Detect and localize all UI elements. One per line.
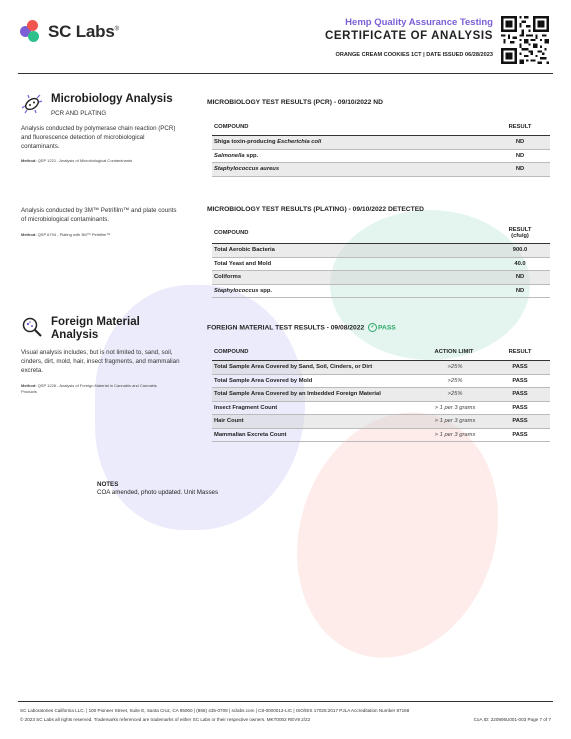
sc-labs-logo (20, 20, 119, 44)
col-result: RESULT (490, 343, 550, 361)
brand-name: SC Labs® (48, 22, 119, 41)
col-result: RESULT (cfu/g) (490, 223, 550, 244)
pcr-table-title: MICROBIOLOGY TEST RESULTS (PCR) - 09/10/2022 ND (207, 99, 383, 106)
pcr-method: Method: QSP 1221 - Analysis of Microbiological Contaminants (21, 158, 133, 163)
bacteria-icon (21, 93, 43, 115)
logo-mark-icon (20, 20, 44, 44)
footer-line-1: SC Laboratories California LLC. | 100 Pioneer Street, Suite E, Santa Cruz, CA 95060 | (866) 435-0709 | sclabs.com | C8-0000013-LIC | ISO/IES 17025:2017 PJLA Accreditation Number 87168 (20, 708, 410, 713)
plating-description: Analysis conducted by 3M™ Petrifilm™ and plate counts of microbiological contaminants. (21, 207, 177, 223)
col-action-limit: ACTION LIMIT (418, 343, 490, 361)
table-row: Insect Fragment Count > 1 per 3 grams PASS (212, 401, 550, 415)
foreign-description: Visual analysis includes, but is not limited to, sand, soil, cinders, dirt, mold, hair, insect fragments, and mammalian excreta. (21, 349, 180, 374)
table-row: Total Sample Area Covered by Mold >25% PASS (212, 374, 550, 388)
notes-heading: NOTES (97, 481, 119, 488)
table-row: Total Sample Area Covered by an Imbedded Foreign Material >25% PASS (212, 388, 550, 402)
table-row: Total Yeast and Mold 40.0 (212, 257, 550, 271)
qr-code-icon[interactable] (501, 16, 549, 64)
microbiology-subtitle: PCR AND PLATING (51, 110, 107, 117)
plating-method: Method: QSP 6794 - Plating with 3M™ Petrifilm™ (21, 232, 111, 237)
col-compound: COMPOUND (212, 343, 418, 361)
table-row: Shiga toxin-producing Escherichia coli ND (212, 136, 550, 150)
table-row: Salmonella spp. ND (212, 149, 550, 163)
header-divider (18, 73, 553, 74)
col-compound: COMPOUND (212, 223, 490, 244)
pass-check-icon: ✓ (368, 323, 377, 332)
notes-text: COA amended, photo updated. Unit Masses (97, 489, 219, 496)
foreign-material-title: Foreign Material Analysis (51, 316, 140, 341)
table-row: Coliforms ND (212, 271, 550, 285)
magnifier-icon (21, 316, 43, 338)
table-row: Total Aerobic Bacteria 900.0 (212, 244, 550, 258)
plating-results-table (212, 223, 550, 298)
table-row: Mammalian Excreta Count > 1 per 3 grams PASS (212, 428, 550, 442)
report-meta: ORANGE CREAM COOKIES 1CT | DATE ISSUED 06/28/2023 (335, 52, 493, 58)
footer-divider (18, 701, 553, 702)
foreign-method: Method: QSP 1226 - Analysis of Foreign Material in Cannabis and Cannabis Products (21, 383, 157, 394)
footer-line-2: © 2023 SC Labs all rights reserved. Trademarks referenced are trademarks of either SC Labs or their respective owners. MKT0002 REV9 2/22 CoA ID: 220906U001-003 Page 7 of 7 (20, 717, 551, 722)
foreign-table-title: FOREIGN MATERIAL TEST RESULTS - 09/08/2022 ✓ PASS (207, 324, 396, 332)
table-row: Total Sample Area Covered by Sand, Soil, Cinders, or Dirt >25% PASS (212, 361, 550, 375)
table-row: Hair Count > 1 per 3 grams PASS (212, 415, 550, 429)
header-titles (325, 17, 493, 58)
microbiology-title: Microbiology Analysis (51, 93, 173, 105)
foreign-results-table (212, 343, 550, 442)
table-row: Staphylococcus aureus ND (212, 163, 550, 177)
col-result: RESULT (490, 118, 550, 136)
report-subtitle: Hemp Quality Assurance Testing (345, 17, 493, 28)
report-title: CERTIFICATE OF ANALYSIS (325, 30, 493, 42)
table-row: Staphylococcus spp. ND (212, 284, 550, 298)
pcr-description: Analysis conducted by polymerase chain reaction (PCR) and fluorescence detection of microbiological contaminants. (21, 125, 176, 150)
pcr-results-table (212, 118, 550, 177)
plating-table-title: MICROBIOLOGY TEST RESULTS (PLATING) - 09/10/2022 DETECTED (207, 206, 425, 213)
col-compound: COMPOUND (212, 118, 490, 136)
coa-id: CoA ID: 220906U001-003 Page 7 of 7 (473, 717, 551, 722)
